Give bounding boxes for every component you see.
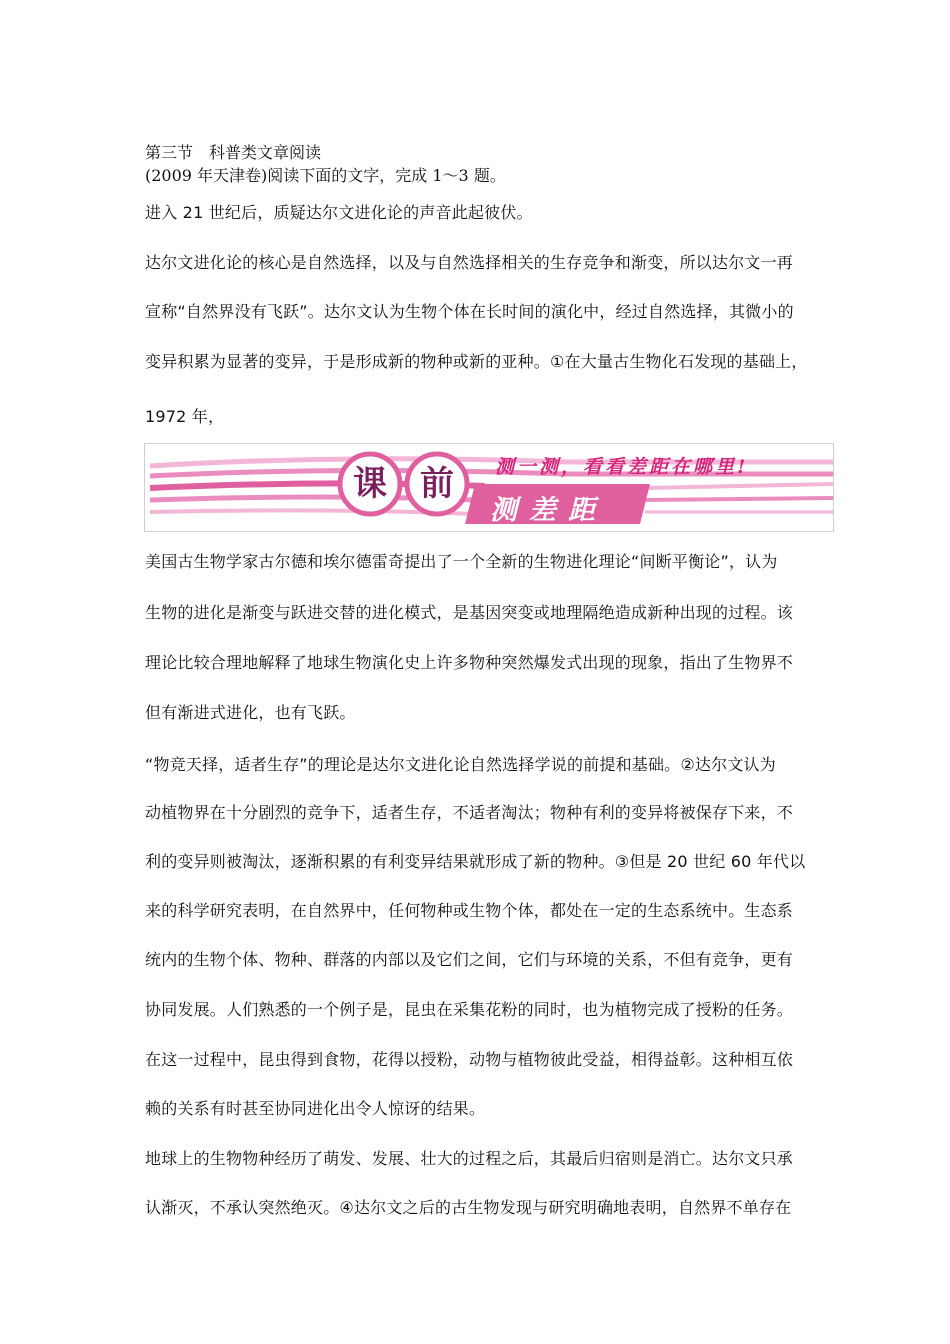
paragraph-line: 但有渐进式进化，也有飞跃。 [145, 703, 356, 722]
banner-char-2: 前 [420, 464, 454, 504]
section-heading: 第三节 科普类文章阅读 [145, 143, 322, 162]
source-line: (2009 年天津卷)阅读下面的文字，完成 1～3 题。 [145, 166, 506, 185]
banner-char-1: 课 [353, 464, 387, 504]
paragraph-line: 美国古生物学家古尔德和埃尔德雷奇提出了一个全新的生物进化理论“间断平衡论”，认为 [145, 552, 778, 571]
paragraph-line: 理论比较合理地解释了地球生物演化史上许多物种突然爆发式出现的现象，指出了生物界不 [145, 653, 794, 672]
paragraph-line: 动植物界在十分剧烈的竞争下，适者生存，不适者淘汰；物种有利的变异将被保存下来，不 [145, 803, 794, 822]
paragraph-line: “物竞天择，适者生存”的理论是达尔文进化论自然选择学说的前提和基础。②达尔文认为 [145, 755, 776, 774]
paragraph-line: 生物的进化是渐变与跃进交替的进化模式，是基因突变或地理隔绝造成新种出现的过程。该 [145, 603, 794, 622]
banner-subtitle: 测差距 [490, 495, 607, 526]
banner-slogan: 测一测，看看差距在哪里! [495, 456, 749, 478]
paragraph-line: 赖的关系有时甚至协同进化出令人惊讶的结果。 [145, 1099, 486, 1118]
paragraph-line: 来的科学研究表明，在自然界中，任何物种或生物个体，都处在一定的生态系统中。生态系 [145, 901, 794, 920]
paragraph-line: 统内的生物个体、物种、群落的内部以及它们之间，它们与环境的关系，不但有竞争，更有 [145, 950, 794, 969]
paragraph-line: 变异积累为显著的变异，于是形成新的物种或新的亚种。①在大量古生物化石发现的基础上， [145, 352, 808, 371]
paragraph-line: 协同发展。人们熟悉的一个例子是，昆虫在采集花粉的同时，也为植物完成了授粉的任务。 [145, 1000, 794, 1019]
paragraph-line: 宣称“自然界没有飞跃”。达尔文认为生物个体在长时间的演化中，经过自然选择，其微小的 [145, 302, 794, 321]
paragraph-line: 利的变异则被淘汰，逐渐积累的有利变异结果就形成了新的物种。③但是 20 世纪 60 年代以 [145, 852, 806, 871]
paragraph-line: 进入 21 世纪后，质疑达尔文进化论的声音此起彼伏。 [145, 203, 533, 222]
paragraph-line: 认渐灭，不承认突然绝灭。④达尔文之后的古生物发现与研究明确地表明，自然界不单存在 [145, 1198, 792, 1217]
paragraph-line: 达尔文进化论的核心是自然选择，以及与自然选择相关的生存竞争和渐变，所以达尔文一再 [145, 253, 794, 272]
paragraph-line: 在这一过程中，昆虫得到食物，花得以授粉，动物与植物彼此受益，相得益彰。这种相互依 [145, 1050, 794, 1069]
pre-class-test-banner [144, 443, 834, 532]
paragraph-line: 1972 年， [145, 407, 225, 426]
paragraph-line: 地球上的生物物种经历了萌发、发展、壮大的过程之后，其最后归宿则是消亡。达尔文只承 [145, 1149, 794, 1168]
